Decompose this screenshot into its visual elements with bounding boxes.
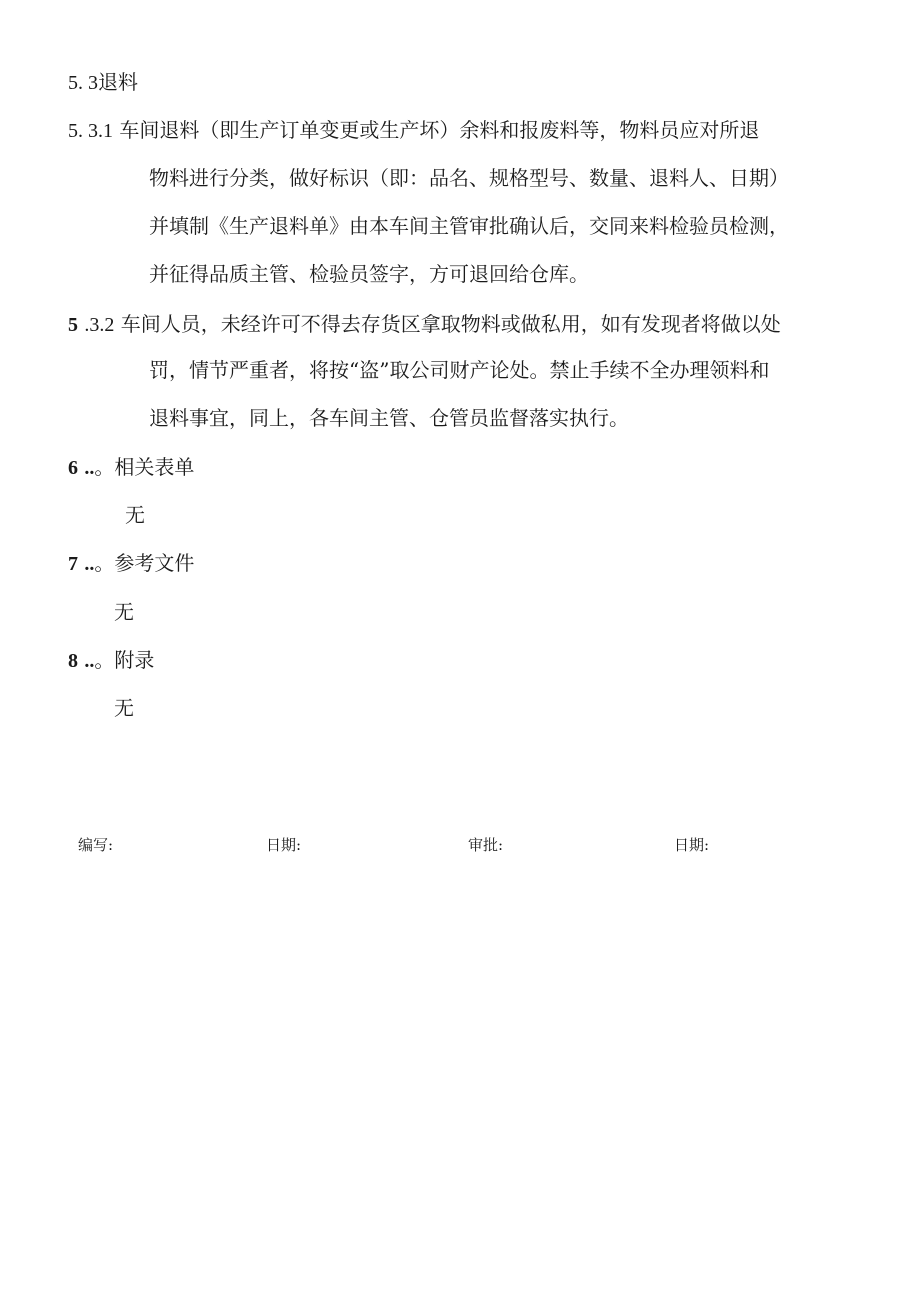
section-number: 8 bbox=[68, 650, 78, 672]
section-6-content: 无 bbox=[125, 503, 145, 527]
section-number: 6 bbox=[68, 457, 78, 479]
section-number: 7 bbox=[68, 553, 78, 575]
footer-author-label: 编写: bbox=[78, 836, 114, 854]
section-5-3-1-line-4: 并征得品质主管、检验员签字，方可退回给仓库。 bbox=[149, 262, 589, 286]
section-8-content: 无 bbox=[114, 696, 134, 720]
footer-date2-label: 日期: bbox=[674, 836, 710, 854]
section-5-3-2-line-2: 罚，情节严重者，将按“盗”取公司财产论处。禁止手续不全办理领料和 bbox=[149, 358, 770, 382]
section-7-content: 无 bbox=[114, 600, 134, 624]
section-title: 退料 bbox=[98, 70, 138, 94]
section-5-3-1-line-3: 并填制《生产退料单》由本车间主管审批确认后，交同来料检验员检测， bbox=[149, 214, 789, 238]
footer-date1-label: 日期: bbox=[266, 836, 302, 854]
section-5-3-1-line-1 bbox=[68, 116, 759, 145]
section-title: 。参考文件 bbox=[94, 551, 195, 575]
section-title: 。附录 bbox=[94, 648, 155, 672]
footer-approve-label: 审批: bbox=[468, 836, 504, 854]
paragraph-text: 车间退料（即生产订单变更或生产坏）余料和报废料等，物料员应对所退 bbox=[119, 118, 760, 142]
section-8-heading bbox=[68, 646, 154, 675]
section-dots: .. bbox=[84, 553, 95, 575]
section-number: 5. 3 bbox=[68, 72, 98, 94]
section-number: .3.2 bbox=[84, 314, 115, 336]
section-number: 5. 3.1 bbox=[68, 120, 113, 142]
section-5-3-2-line-3: 退料事宜，同上，各车间主管、仓管员监督落实执行。 bbox=[149, 406, 629, 430]
section-7-heading bbox=[68, 549, 194, 578]
section-dots: .. bbox=[84, 650, 95, 672]
section-5-3-1-line-2: 物料进行分类，做好标识（即：品名、规格型号、数量、退料人、日期） bbox=[149, 166, 789, 190]
section-dots: .. bbox=[84, 457, 95, 479]
section-5-3-2-line-1 bbox=[68, 310, 781, 339]
section-title: 。相关表单 bbox=[94, 455, 195, 479]
section-5-3-heading bbox=[68, 68, 138, 97]
section-6-heading bbox=[68, 453, 194, 482]
paragraph-text: 车间人员，未经许可不得去存货区拿取物料或做私用，如有发现者将做以处 bbox=[120, 312, 781, 336]
section-number-bold: 5 bbox=[68, 314, 78, 336]
